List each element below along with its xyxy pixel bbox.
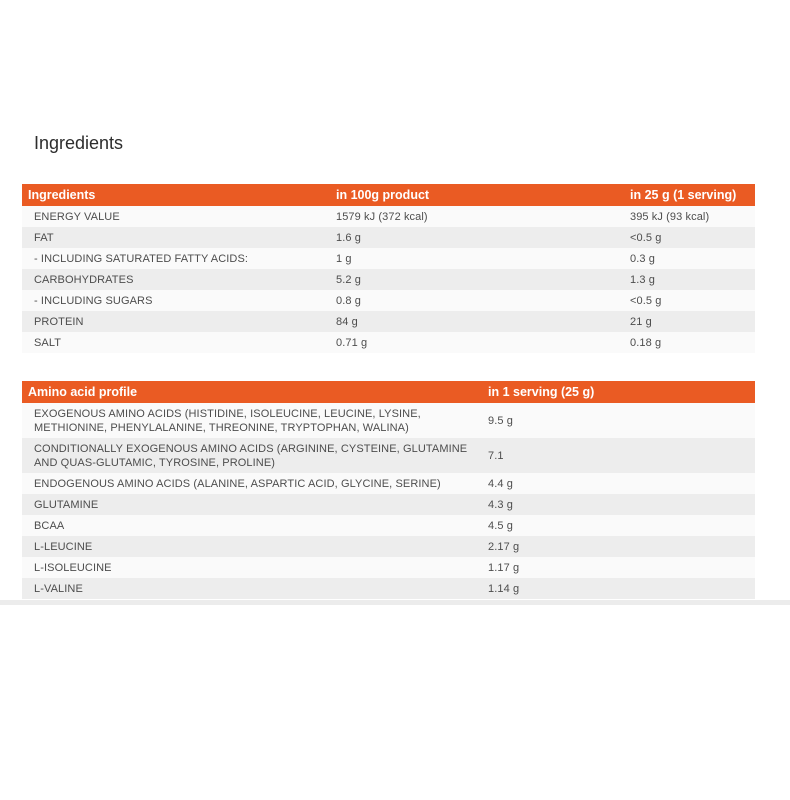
- amino-cell-label: L-LEUCINE: [22, 536, 474, 557]
- amino-row: [22, 515, 755, 536]
- amino-cell-value: 4.5 g: [474, 515, 755, 536]
- nutrition-table-header-row: [22, 184, 755, 206]
- nutrition-table-body: [22, 206, 755, 353]
- amino-cell-label: L-ISOLEUCINE: [22, 557, 474, 578]
- nutrition-cell-per-serving: 1.3 g: [616, 269, 755, 290]
- amino-table-header-row: [22, 381, 755, 403]
- amino-row: [22, 473, 755, 494]
- amino-cell-label: ENDOGENOUS AMINO ACIDS (ALANINE, ASPARTIC ACID, GLYCINE, SERINE): [22, 473, 474, 494]
- amino-cell-value: 4.4 g: [474, 473, 755, 494]
- amino-acid-table: [22, 381, 755, 599]
- nutrition-row: [22, 227, 755, 248]
- amino-row: [22, 557, 755, 578]
- nutrition-cell-label: PROTEIN: [22, 311, 322, 332]
- nutrition-row: [22, 248, 755, 269]
- amino-row: [22, 536, 755, 557]
- amino-row: [22, 578, 755, 599]
- amino-cell-label: L-VALINE: [22, 578, 474, 599]
- amino-cell-value: 9.5 g: [474, 403, 755, 438]
- section-bottom-divider: [0, 600, 790, 605]
- amino-table-body: [22, 403, 755, 599]
- nutrition-cell-per-100g: 0.8 g: [322, 290, 616, 311]
- nutrition-header-per-serving: in 25 g (1 serving): [616, 184, 755, 206]
- nutrition-cell-per-serving: <0.5 g: [616, 290, 755, 311]
- nutrition-cell-label: FAT: [22, 227, 322, 248]
- nutrition-cell-label: SALT: [22, 332, 322, 353]
- nutrition-table: [22, 184, 755, 353]
- amino-cell-label: GLUTAMINE: [22, 494, 474, 515]
- amino-header-per-serving: in 1 serving (25 g): [474, 381, 755, 403]
- amino-row: [22, 494, 755, 515]
- nutrition-cell-per-100g: 1579 kJ (372 kcal): [322, 206, 616, 227]
- section-title: Ingredients: [34, 133, 124, 153]
- nutrition-cell-label: - INCLUDING SUGARS: [22, 290, 322, 311]
- nutrition-cell-per-100g: 5.2 g: [322, 269, 616, 290]
- nutrition-cell-per-100g: 84 g: [322, 311, 616, 332]
- nutrition-cell-label: ENERGY VALUE: [22, 206, 322, 227]
- amino-cell-value: 1.17 g: [474, 557, 755, 578]
- nutrition-cell-per-serving: 395 kJ (93 kcal): [616, 206, 755, 227]
- nutrition-cell-per-serving: <0.5 g: [616, 227, 755, 248]
- nutrition-cell-label: CARBOHYDRATES: [22, 269, 322, 290]
- nutrition-row: [22, 290, 755, 311]
- nutrition-cell-per-serving: 0.18 g: [616, 332, 755, 353]
- amino-cell-value: 4.3 g: [474, 494, 755, 515]
- amino-cell-label: EXOGENOUS AMINO ACIDS (HISTIDINE, ISOLEUCINE, LEUCINE, LYSINE, METHIONINE, PHENYLALANINE, THREONINE, TRYPTOPHAN, WALINA): [22, 403, 474, 438]
- nutrition-row: [22, 311, 755, 332]
- nutrition-cell-per-serving: 0.3 g: [616, 248, 755, 269]
- nutrition-cell-per-100g: 1 g: [322, 248, 616, 269]
- amino-cell-value: 1.14 g: [474, 578, 755, 599]
- amino-header-profile: Amino acid profile: [22, 381, 474, 403]
- nutrition-cell-per-serving: 21 g: [616, 311, 755, 332]
- nutrition-cell-per-100g: 1.6 g: [322, 227, 616, 248]
- amino-cell-label: CONDITIONALLY EXOGENOUS AMINO ACIDS (ARGININE, CYSTEINE, GLUTAMINE AND QUAS-GLUTAMIC, TYROSINE, PROLINE): [22, 438, 474, 473]
- nutrition-row: [22, 269, 755, 290]
- nutrition-cell-per-100g: 0.71 g: [322, 332, 616, 353]
- nutrition-header-per-100g: in 100g product: [322, 184, 616, 206]
- amino-row: [22, 438, 755, 473]
- amino-cell-label: BCAA: [22, 515, 474, 536]
- nutrition-header-ingredients: Ingredients: [22, 184, 322, 206]
- nutrition-row: [22, 332, 755, 353]
- amino-cell-value: 2.17 g: [474, 536, 755, 557]
- amino-row: [22, 403, 755, 438]
- nutrition-cell-label: - INCLUDING SATURATED FATTY ACIDS:: [22, 248, 322, 269]
- nutrition-row: [22, 206, 755, 227]
- amino-cell-value: 7.1: [474, 438, 755, 473]
